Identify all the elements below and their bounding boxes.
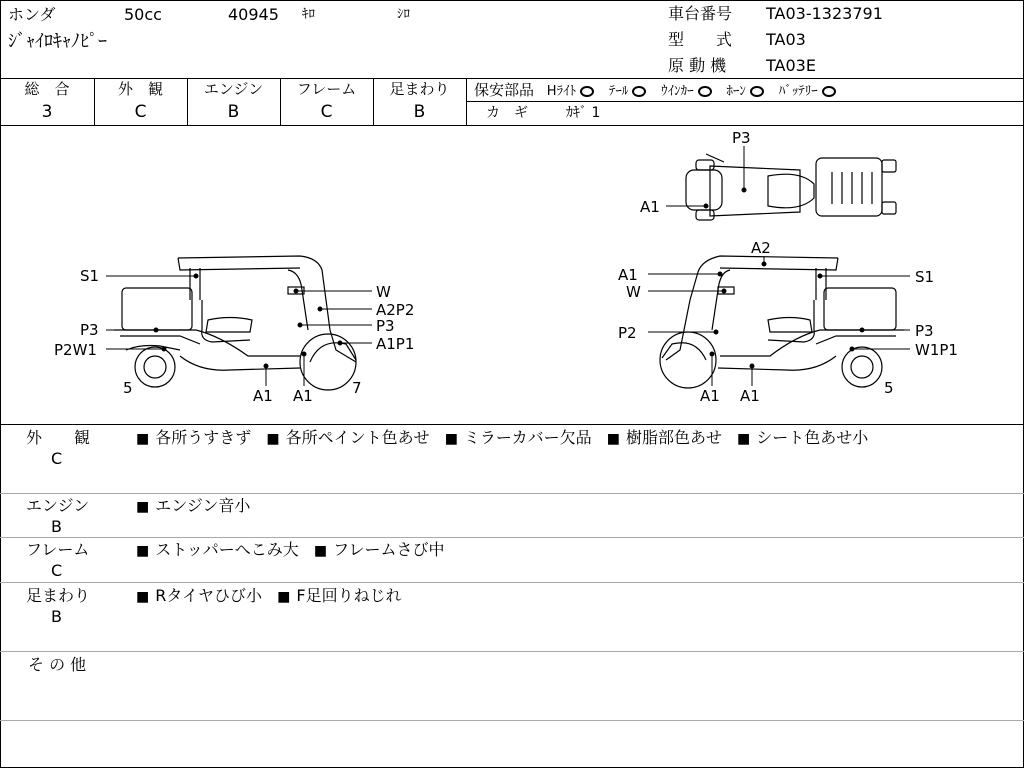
scooter-top-view xyxy=(686,154,896,220)
remark-frame-label: フレーム xyxy=(26,540,90,559)
engine-model-value: TA03E xyxy=(766,56,816,75)
remark-other-label: そ の 他 xyxy=(28,655,87,674)
divider xyxy=(0,493,1024,494)
label-right-a1-a: A1 xyxy=(700,387,720,405)
label-top-p3: P3 xyxy=(732,129,751,147)
label-left-p2w1: P2W1 xyxy=(54,341,97,359)
safety-parts xyxy=(474,83,836,98)
label-right-a1-b: A1 xyxy=(740,387,760,405)
divider xyxy=(466,101,1024,102)
grade-total-value: 3 xyxy=(41,102,53,122)
remark-exterior-label: 外 観 xyxy=(26,428,91,447)
grade-exterior-label: 外 観 xyxy=(117,80,163,98)
grade-engine-value: B xyxy=(227,102,240,122)
label-right-s1: S1 xyxy=(915,268,935,286)
ok-mark-icon xyxy=(750,86,764,97)
grade-suspension-value: B xyxy=(413,102,426,122)
grade-frame-label: フレーム xyxy=(296,80,357,98)
grade-suspension-label: 足まわり xyxy=(389,80,450,98)
safety-item-winker: ｳｲﾝｶｰ xyxy=(661,83,712,98)
remark-exterior-items: ■ 各所うすきず ■ 各所ペイント色あせ ■ ミラーカバー欠品 ■ 樹脂部色あせ ■ シート色あせ小 xyxy=(136,428,869,447)
engine-model-label: 原 動 機 xyxy=(668,56,727,75)
key-value: ｶｷﾞ 1 xyxy=(566,105,601,121)
remark-exterior-grade: C xyxy=(51,449,63,468)
key-label: カ ギ xyxy=(486,105,528,121)
model-name: ｼﾞｬｲﾛｷｬﾉﾋﾟｰ xyxy=(8,31,107,52)
safety-item-tail: ﾃｰﾙ xyxy=(609,83,647,98)
ok-mark-icon xyxy=(698,86,712,97)
grade-frame-value: C xyxy=(320,102,333,122)
grade-engine-label: エンジン xyxy=(203,80,264,98)
label-left-p3-rear: P3 xyxy=(80,321,99,339)
label-right-p3: P3 xyxy=(915,322,934,340)
label-left-s1: S1 xyxy=(80,267,100,285)
label-right-5: 5 xyxy=(884,379,894,397)
type-label: 型 式 xyxy=(668,30,733,49)
mileage: 40945 xyxy=(228,5,279,24)
divider xyxy=(0,537,1024,538)
label-right-w1p1: W1P1 xyxy=(915,341,958,359)
displacement: 50cc xyxy=(124,5,162,24)
label-left-5: 5 xyxy=(123,379,133,397)
ok-mark-icon xyxy=(580,86,594,97)
label-top-a1: A1 xyxy=(640,198,660,216)
chassis-value: TA03-1323791 xyxy=(766,4,883,23)
safety-item-horn: ﾎｰﾝ xyxy=(726,83,764,98)
type-value: TA03 xyxy=(766,30,806,49)
label-left-p3-front: P3 xyxy=(376,317,395,335)
label-left-a2p2: A2P2 xyxy=(376,301,415,319)
label-left-w: W xyxy=(376,283,391,301)
remark-engine-label: エンジン xyxy=(26,496,90,515)
safety-item-headlight: Hﾗｲﾄ xyxy=(547,83,594,98)
remark-engine-grade: B xyxy=(51,517,62,536)
remark-suspension-grade: B xyxy=(51,607,62,626)
color: ｼﾛ xyxy=(397,7,410,22)
label-left-7: 7 xyxy=(352,379,362,397)
label-left-a1p1: A1P1 xyxy=(376,335,415,353)
divider xyxy=(0,720,1024,721)
remark-suspension-label: 足まわり xyxy=(26,586,91,605)
divider xyxy=(0,582,1024,583)
label-left-a1-b: A1 xyxy=(293,387,313,405)
ok-mark-icon xyxy=(822,86,836,97)
maker: ホンダ xyxy=(8,5,56,24)
divider xyxy=(0,651,1024,652)
chassis-label: 車台番号 xyxy=(668,4,733,23)
label-right-a2: A2 xyxy=(751,239,771,257)
label-right-a1-top: A1 xyxy=(618,266,638,284)
label-right-p2: P2 xyxy=(618,324,637,342)
divider xyxy=(0,78,1024,79)
damage-diagram xyxy=(0,126,1024,424)
ok-mark-icon xyxy=(632,86,646,97)
grade-total-label: 総 合 xyxy=(24,80,70,98)
remark-suspension-items: ■ Rタイヤひび小 ■ F足回りねじれ xyxy=(136,586,402,605)
remark-engine-items: ■ エンジン音小 xyxy=(136,496,251,515)
label-right-w: W xyxy=(626,283,641,301)
divider xyxy=(0,424,1024,425)
grade-exterior-value: C xyxy=(134,102,147,122)
remark-frame-items: ■ ストッパーへこみ大 ■ フレームさび中 xyxy=(136,540,445,559)
safety-label: 保安部品 xyxy=(474,81,535,99)
label-left-a1-a: A1 xyxy=(253,387,273,405)
remark-frame-grade: C xyxy=(51,561,63,580)
divider xyxy=(466,78,467,125)
safety-item-battery: ﾊﾞｯﾃﾘｰ xyxy=(779,83,836,98)
mileage-unit: ｷﾛ xyxy=(302,7,315,22)
